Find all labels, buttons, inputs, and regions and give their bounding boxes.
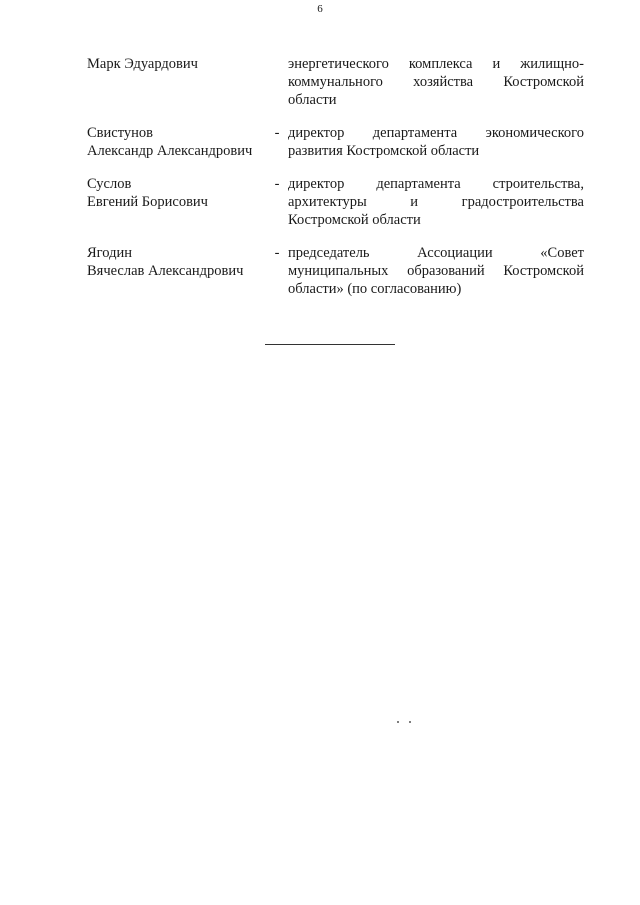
scan-artifact (397, 721, 417, 725)
role-line: архитектуры и градостроительства (288, 194, 584, 210)
member-role (288, 175, 584, 229)
member-role (288, 55, 584, 109)
role-line: директор департамента экономического (288, 125, 584, 141)
role-line: председатель Ассоциации «Совет (288, 245, 584, 261)
dash-separator: - (274, 245, 280, 261)
member-name-line: Евгений Борисович (87, 194, 208, 210)
role-line: энергетического комплекса и жилищно- (288, 56, 584, 72)
dash-separator: - (274, 176, 280, 192)
role-line: области (288, 92, 337, 108)
member-name-line: Александр Александрович (87, 143, 253, 159)
member-name (87, 175, 267, 211)
member-name-line: Свистунов (87, 125, 153, 141)
role-line: муниципальных образований Костромской (288, 263, 584, 279)
role-line: развития Костромской области (288, 143, 480, 159)
member-name (87, 55, 267, 73)
member-role (288, 124, 584, 160)
member-name-line: Вячеслав Александрович (87, 263, 244, 279)
role-line: директор департамента строительства, (288, 176, 584, 192)
member-name-line: Суслов (87, 176, 132, 192)
member-name (87, 124, 267, 160)
page-number: 6 (317, 3, 323, 15)
member-name-line: Марк Эдуардович (87, 56, 198, 72)
role-line: Костромской области (288, 212, 421, 228)
end-of-list-rule (265, 344, 395, 345)
role-line: области» (по согласованию) (288, 281, 462, 297)
role-line: коммунального хозяйства Костромской (288, 74, 584, 90)
member-name-line: Ягодин (87, 245, 132, 261)
member-role (288, 244, 584, 298)
dash-separator: - (274, 125, 280, 141)
member-name (87, 244, 267, 280)
